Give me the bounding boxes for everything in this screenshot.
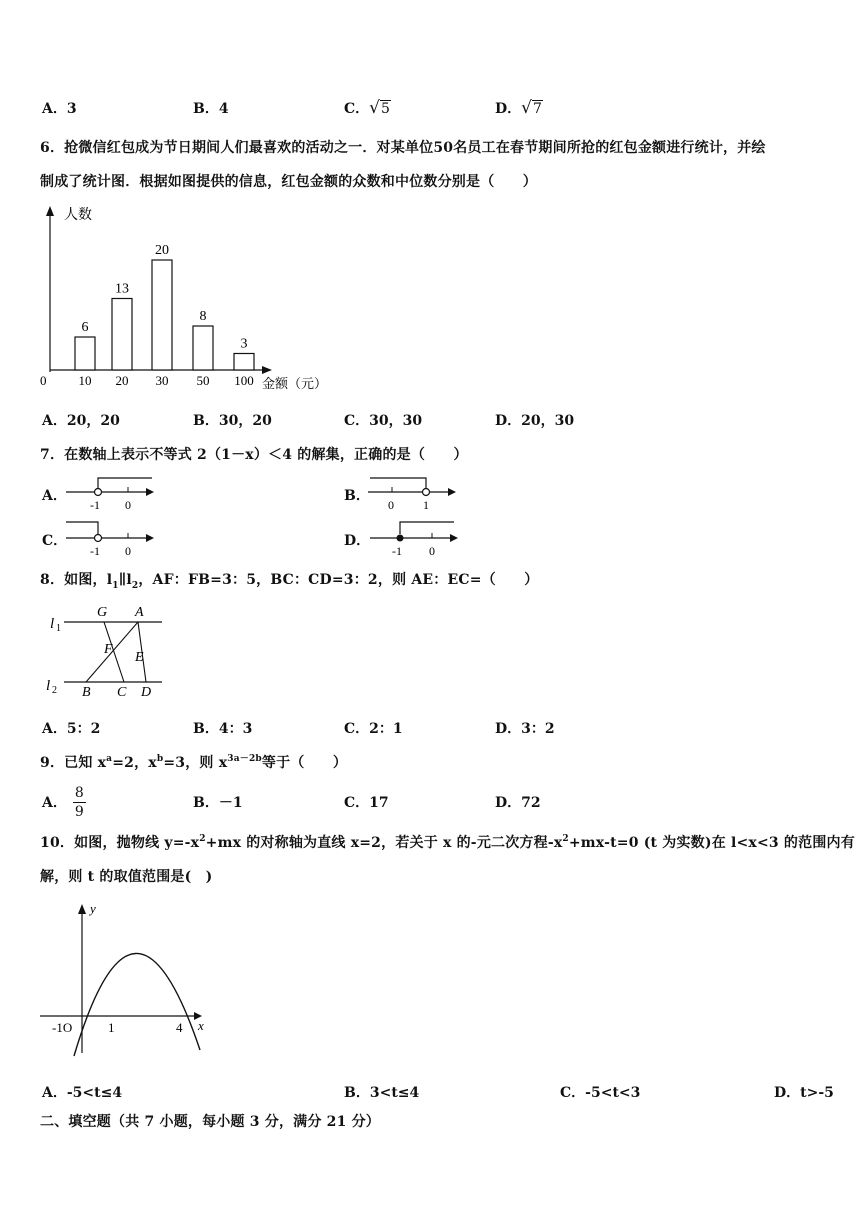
q7-option-d-numberline [366, 516, 462, 558]
x-tick-label: 50 [196, 373, 210, 388]
y-axis-label: 人数 [64, 208, 92, 223]
q9-mid1: =2，x [112, 755, 157, 771]
q10-option-a [42, 1082, 122, 1102]
q7-option-a-letter: A． [42, 488, 67, 504]
bar-100 [234, 354, 254, 371]
parabola-curve [74, 953, 200, 1056]
q10-option-d [774, 1082, 834, 1102]
label-D: D [141, 685, 152, 700]
q5-option-a-letter: A． [42, 101, 67, 117]
q10-option-d-letter: D． [774, 1085, 801, 1101]
label-4: 4 [176, 1020, 183, 1035]
q10-text-line1 [40, 832, 855, 852]
q5-option-a [42, 98, 77, 118]
label-l2-sub: 2 [52, 685, 57, 696]
q5-option-b-letter: B． [193, 101, 219, 117]
q10-option-b [344, 1082, 419, 1102]
bar-30 [152, 260, 172, 370]
q10-option-b-letter: B． [344, 1085, 370, 1101]
q7-option-c-numberline [62, 516, 158, 558]
q5-option-d-letter: D． [495, 101, 522, 117]
q9-option-d-letter: D． [495, 795, 522, 811]
q8-text-a: 8．如图， [40, 572, 107, 588]
q5-option-d-value: 7 [532, 101, 542, 117]
q8-option-b-letter: B． [193, 721, 219, 737]
q6-option-d-value: 20，30 [521, 413, 575, 429]
tick-label: 0 [125, 498, 131, 512]
q9-option-c [344, 792, 389, 812]
tick-label: -1 [90, 498, 100, 512]
q10-line1b: +mx 的对称轴为直线 x=2，若关于 x 的-元二次方程-x [205, 835, 563, 851]
q6-option-b [193, 410, 272, 430]
q9-option-c-letter: C． [344, 795, 370, 811]
q5-option-d [495, 98, 543, 118]
label-E: E [135, 650, 144, 665]
q8-option-c [344, 718, 403, 738]
q10-line1a: 10．如图，抛物线 y=-x [40, 835, 200, 851]
q7-option-d-letter: D． [344, 533, 371, 549]
q5-option-b [193, 98, 229, 118]
q6-text-line2: 制成了统计图．根据如图提供的信息，红包金额的众数和中位数分别是（ ） [40, 174, 537, 190]
x-axis-arrow [262, 366, 272, 374]
bar-value-label: 3 [240, 336, 248, 352]
bar-10 [75, 337, 95, 370]
q6-option-a-value: 20，20 [66, 413, 120, 429]
q10-option-b-value: 3<t≤4 [369, 1085, 420, 1101]
q10-option-c [560, 1082, 640, 1102]
bar-50 [193, 326, 213, 370]
q9-sup-b: b [156, 754, 164, 764]
q8-option-d [495, 718, 555, 738]
y-axis-arrow [78, 904, 86, 914]
q8-parallel: ∥l [118, 572, 132, 588]
fraction-numerator: 8 [74, 784, 84, 801]
q5-option-c-value: 5 [381, 101, 390, 117]
q10-option-a-value: -5<t≤4 [66, 1085, 123, 1101]
q8-figure [40, 600, 180, 704]
x-tick-label: 10 [78, 373, 92, 388]
q7-option-c-letter: C． [42, 533, 68, 549]
q8-option-d-value: 3：2 [521, 721, 555, 737]
label-C: C [117, 685, 127, 700]
q10-option-d-value: t>-5 [800, 1085, 834, 1101]
q5-option-c-letter: C． [344, 101, 370, 117]
tick-label: -1 [392, 544, 402, 558]
label-y: y [90, 901, 96, 916]
q8-option-a-letter: A． [42, 721, 67, 737]
q10-sq1: 2 [199, 834, 206, 844]
q8-l1: l [106, 572, 113, 588]
origin-label: 0 [40, 373, 47, 388]
label-G: G [97, 605, 108, 620]
q6-text-line1: 6．抢微信红包成为节日期间人们最喜欢的活动之一．对某单位50名员工在春节期间所抢的红包金额进行统计，并绘 [40, 140, 766, 156]
q10-parabola-figure [40, 898, 220, 1058]
q10-line1c: +mx-t=0 (t 为实数)在 l<x<3 的范围内有 [568, 835, 855, 851]
label-neg1-origin: -1O [52, 1020, 73, 1035]
q8-option-b [193, 718, 252, 738]
q8-option-a [42, 718, 100, 738]
fraction-denominator: 9 [74, 803, 84, 820]
q6-option-a [42, 410, 120, 430]
q7-option-b-letter: B． [344, 488, 370, 504]
q10-option-c-letter: C． [560, 1085, 586, 1101]
q10-text-line2: 解，则 t 的取值范围是( ) [40, 869, 213, 885]
y-axis-arrow [46, 206, 54, 216]
tick-label: 0 [125, 544, 131, 558]
bar-20 [112, 299, 132, 371]
q5-option-b-value: 4 [218, 101, 229, 117]
q7-option-b-numberline [364, 472, 460, 514]
tick-label: 0 [429, 544, 435, 558]
q9-option-b-value: －1 [218, 795, 243, 811]
section2-title: 二、填空题（共 7 小题，每小题 3 分，满分 21 分） [40, 1114, 381, 1130]
q9-option-a-letter: A． [42, 795, 67, 811]
q9-prefix: 9．已知 x [40, 755, 107, 771]
label-l2: l [46, 678, 51, 694]
q9-option-a [42, 782, 86, 822]
label-A: A [135, 605, 144, 620]
q6-option-c-value: 30，30 [369, 413, 423, 429]
bar-value-label: 8 [199, 309, 207, 324]
q6-option-c [344, 410, 422, 430]
q10-sq2: 2 [562, 834, 569, 844]
q6-option-b-letter: B． [193, 413, 219, 429]
q6-option-c-letter: C． [344, 413, 370, 429]
sqrt-symbol: √ [521, 98, 532, 118]
q8-option-c-value: 2：1 [369, 721, 403, 737]
bar-value-label: 20 [155, 243, 169, 258]
q6-option-d-letter: D． [495, 413, 522, 429]
q9-mid2: =3，则 x [163, 755, 228, 771]
label-l1: l [50, 616, 55, 632]
q6-bar-chart [30, 200, 360, 400]
sqrt-symbol: √ [369, 98, 380, 118]
x-axis-label: 金额（元） [262, 376, 328, 391]
q9-option-b [193, 792, 243, 812]
tick-label: -1 [90, 544, 100, 558]
label-F: F [104, 642, 113, 657]
q6-option-d [495, 410, 574, 430]
q8-sub2: 2 [131, 580, 139, 591]
q5-option-a-value: 3 [66, 101, 77, 117]
x-tick-label: 20 [115, 373, 129, 388]
bar-value-label: 13 [115, 281, 129, 297]
q9-sup-a: a [106, 754, 113, 764]
q9-option-c-value: 17 [369, 795, 389, 811]
bar-value-label: 6 [81, 320, 89, 335]
q8-option-d-letter: D． [495, 721, 522, 737]
q9-option-d [495, 792, 541, 812]
x-tick-label: 30 [155, 373, 169, 388]
q8-text [40, 569, 538, 591]
q8-option-b-value: 4：3 [218, 721, 253, 737]
q8-sub1: 1 [112, 580, 119, 591]
label-l1-sub: 1 [56, 623, 61, 634]
q9-text [40, 752, 347, 772]
q7-option-a-numberline [62, 472, 158, 514]
label-1: 1 [108, 1020, 115, 1035]
q5-option-c [344, 98, 391, 118]
q8-option-a-value: 5：2 [66, 721, 101, 737]
q10-option-c-value: -5<t<3 [585, 1085, 641, 1101]
tick-label: 0 [388, 498, 394, 512]
q8-text-b: ，AF：FB=3：5，BC：CD=3：2，则 AE：EC=（ ） [138, 572, 539, 588]
q9-sup-exp: 3a－2b [227, 754, 262, 764]
q7-text: 7．在数轴上表示不等式 2（1－x）＜4 的解集，正确的是（ ） [40, 447, 468, 463]
q9-option-b-letter: B． [193, 795, 219, 811]
fraction [73, 784, 86, 821]
q10-option-a-letter: A． [42, 1085, 67, 1101]
q9-option-d-value: 72 [521, 795, 541, 811]
x-tick-label: 100 [234, 373, 254, 388]
label-x: x [198, 1018, 204, 1033]
q8-option-c-letter: C． [344, 721, 370, 737]
label-B: B [82, 685, 91, 700]
q6-option-b-value: 30，20 [218, 413, 272, 429]
q9-suffix: 等于（ ） [261, 755, 348, 771]
q6-option-a-letter: A． [42, 413, 67, 429]
tick-label: 1 [423, 498, 429, 512]
